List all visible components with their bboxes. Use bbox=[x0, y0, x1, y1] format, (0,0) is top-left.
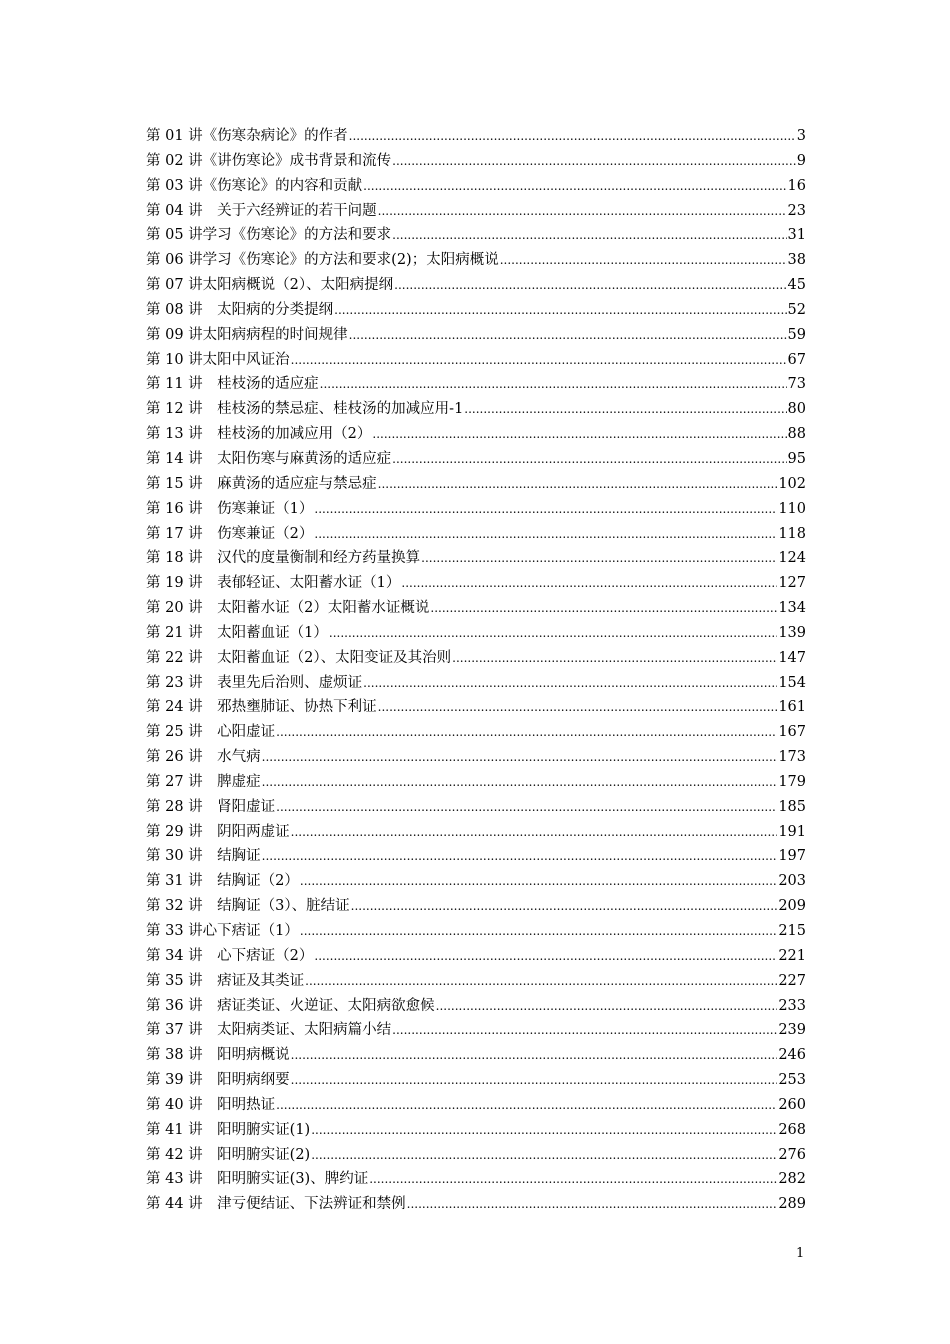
toc-entry[interactable] bbox=[146, 149, 806, 174]
dot-leader bbox=[452, 646, 777, 671]
dot-leader bbox=[349, 323, 787, 348]
toc-entry-page: 16 bbox=[787, 177, 806, 194]
toc-entry[interactable] bbox=[146, 820, 806, 845]
toc-entry-title: 第 33 讲心下痞证（1） bbox=[146, 923, 299, 939]
toc-entry-title: 第 17 讲 伤寒兼证（2） bbox=[146, 525, 314, 542]
dot-leader bbox=[262, 745, 778, 770]
toc-entry[interactable] bbox=[146, 422, 806, 447]
toc-entry[interactable] bbox=[146, 571, 806, 596]
toc-entry-page: 191 bbox=[778, 823, 806, 840]
toc-entry-page: 161 bbox=[778, 699, 806, 716]
toc-entry[interactable] bbox=[146, 223, 806, 248]
toc-entry-title: 第 34 讲 心下痞证（2） bbox=[146, 947, 314, 964]
toc-entry[interactable] bbox=[146, 1018, 806, 1043]
toc-entry-title: 第 09 讲太阳病病程的时间规律 bbox=[146, 326, 348, 343]
toc-entry-title: 第 32 讲 结胸证（3）、脏结证 bbox=[146, 898, 350, 915]
toc-entry-page: 282 bbox=[778, 1171, 806, 1188]
toc-entry-title: 第 22 讲 太阳蓄血证（2）、太阳变证及其治则 bbox=[146, 649, 452, 666]
dot-leader bbox=[363, 174, 786, 199]
toc-entry[interactable] bbox=[146, 1068, 806, 1093]
toc-entry-page: 209 bbox=[778, 898, 806, 915]
toc-entry-page: 167 bbox=[778, 724, 806, 741]
dot-leader bbox=[311, 1143, 777, 1168]
toc-entry-title: 第 14 讲 太阳伤寒与麻黄汤的适应症 bbox=[146, 450, 392, 467]
toc-entry-title: 第 25 讲 心阳虚证 bbox=[146, 724, 276, 741]
toc-entry[interactable] bbox=[146, 994, 806, 1019]
dot-leader bbox=[291, 820, 778, 845]
dot-leader bbox=[378, 472, 778, 497]
toc-entry-title: 第 21 讲 太阳蓄血证（1） bbox=[146, 624, 328, 641]
dot-leader bbox=[291, 348, 787, 373]
dot-leader bbox=[369, 1167, 777, 1192]
dot-leader bbox=[363, 671, 777, 696]
toc-entry-page: 95 bbox=[787, 450, 806, 467]
toc-entry-title: 第 13 讲 桂枝汤的加减应用（2） bbox=[146, 426, 372, 443]
toc-entry-title: 第 23 讲 表里先后治则、虚烦证 bbox=[146, 674, 363, 691]
dot-leader bbox=[351, 894, 778, 919]
page-number: 1 bbox=[796, 1246, 805, 1261]
toc-entry-title: 第 04 讲 关于六经辨证的若干问题 bbox=[146, 202, 377, 219]
toc-entry-page: 3 bbox=[796, 128, 806, 144]
toc-entry-page: 73 bbox=[787, 376, 806, 393]
toc-entry-page: 110 bbox=[778, 500, 806, 517]
toc-entry-page: 260 bbox=[778, 1096, 806, 1113]
toc-entry-page: 239 bbox=[778, 1022, 806, 1039]
dot-leader bbox=[378, 199, 787, 224]
dot-leader bbox=[392, 1018, 777, 1043]
toc-entry[interactable] bbox=[146, 770, 806, 795]
toc-entry[interactable] bbox=[146, 844, 806, 869]
dot-leader bbox=[276, 1093, 777, 1118]
toc-entry[interactable] bbox=[146, 273, 806, 298]
toc-entry[interactable] bbox=[146, 248, 806, 273]
toc-entry-title: 第 06 讲学习《伤寒论》的方法和要求(2)；太阳病概说 bbox=[146, 252, 499, 269]
toc-entry-page: 124 bbox=[778, 550, 806, 567]
toc-entry-title: 第 38 讲 阳明病概说 bbox=[146, 1047, 290, 1064]
toc-entry[interactable] bbox=[146, 869, 806, 894]
toc-entry[interactable] bbox=[146, 1043, 806, 1068]
toc-entry[interactable] bbox=[146, 447, 806, 472]
toc-entry-page: 45 bbox=[787, 277, 806, 294]
toc-entry[interactable] bbox=[146, 372, 806, 397]
dot-leader bbox=[334, 298, 786, 323]
toc-entry[interactable] bbox=[146, 199, 806, 224]
dot-leader bbox=[314, 944, 777, 969]
table-of-contents bbox=[146, 124, 806, 1217]
toc-entry[interactable] bbox=[146, 695, 806, 720]
toc-entry-title: 第 15 讲 麻黄汤的适应症与禁忌症 bbox=[146, 475, 377, 492]
toc-entry[interactable] bbox=[146, 969, 806, 994]
toc-entry[interactable] bbox=[146, 1192, 806, 1217]
toc-entry[interactable] bbox=[146, 546, 806, 571]
dot-leader bbox=[464, 397, 786, 422]
dot-leader bbox=[392, 149, 796, 174]
toc-entry-page: 134 bbox=[778, 600, 806, 617]
toc-entry-title: 第 10 讲太阳中风证治 bbox=[146, 351, 290, 368]
toc-entry-page: 80 bbox=[787, 401, 806, 418]
toc-entry[interactable] bbox=[146, 174, 806, 199]
dot-leader bbox=[311, 1118, 777, 1143]
toc-entry[interactable] bbox=[146, 522, 806, 547]
toc-entry[interactable] bbox=[146, 1093, 806, 1118]
toc-entry-title: 第 24 讲 邪热壅肺证、协热下利证 bbox=[146, 699, 377, 716]
toc-entry[interactable] bbox=[146, 646, 806, 671]
toc-entry[interactable] bbox=[146, 397, 806, 422]
toc-entry-title: 第 31 讲 结胸证（2） bbox=[146, 873, 299, 890]
toc-entry-page: 268 bbox=[778, 1121, 806, 1138]
toc-entry-title: 第 08 讲 太阳病的分类提纲 bbox=[146, 301, 334, 318]
dot-leader bbox=[378, 695, 778, 720]
toc-entry-page: 147 bbox=[778, 649, 806, 666]
dot-leader bbox=[300, 869, 777, 894]
toc-entry-page: 203 bbox=[778, 873, 806, 890]
dot-leader bbox=[291, 1068, 778, 1093]
toc-entry-page: 179 bbox=[778, 773, 806, 790]
dot-leader bbox=[314, 497, 777, 522]
dot-leader bbox=[305, 969, 777, 994]
toc-entry-page: 102 bbox=[778, 475, 806, 492]
toc-entry-page: 139 bbox=[778, 624, 806, 641]
dot-leader bbox=[407, 1192, 778, 1217]
dot-leader bbox=[291, 1043, 778, 1068]
toc-entry[interactable] bbox=[146, 497, 806, 522]
toc-entry-page: 289 bbox=[778, 1196, 806, 1213]
dot-leader bbox=[421, 546, 777, 571]
dot-leader bbox=[262, 844, 778, 869]
toc-entry-title: 第 29 讲 阴阳两虚证 bbox=[146, 823, 290, 840]
toc-entry-page: 52 bbox=[787, 301, 806, 318]
dot-leader bbox=[300, 919, 777, 944]
toc-entry-page: 9 bbox=[796, 152, 806, 169]
toc-entry-title: 第 28 讲 肾阳虚证 bbox=[146, 798, 276, 815]
toc-entry[interactable] bbox=[146, 944, 806, 969]
dot-leader bbox=[320, 372, 787, 397]
toc-entry[interactable] bbox=[146, 348, 806, 373]
dot-leader bbox=[329, 621, 777, 646]
toc-entry-page: 185 bbox=[778, 798, 806, 815]
dot-leader bbox=[392, 447, 786, 472]
dot-leader bbox=[436, 994, 778, 1019]
dot-leader bbox=[394, 273, 786, 298]
dot-leader bbox=[372, 422, 786, 447]
toc-entry-title: 第 39 讲 阳明病纲要 bbox=[146, 1072, 290, 1089]
toc-entry-title: 第 01 讲《伤寒杂病论》的作者 bbox=[146, 128, 348, 144]
dot-leader bbox=[276, 720, 777, 745]
toc-entry-title: 第 19 讲 表郁轻证、太阳蓄水证（1） bbox=[146, 575, 401, 592]
toc-entry-page: 246 bbox=[778, 1047, 806, 1064]
toc-entry[interactable] bbox=[146, 596, 806, 621]
toc-entry-title: 第 12 讲 桂枝汤的禁忌症、桂枝汤的加减应用-1 bbox=[146, 401, 464, 418]
toc-entry[interactable] bbox=[146, 1118, 806, 1143]
toc-entry[interactable] bbox=[146, 124, 806, 149]
toc-entry[interactable] bbox=[146, 720, 806, 745]
toc-entry-page: 197 bbox=[778, 848, 806, 865]
toc-entry-page: 227 bbox=[778, 972, 806, 989]
toc-entry[interactable] bbox=[146, 795, 806, 820]
toc-entry-page: 127 bbox=[778, 575, 806, 592]
toc-entry-title: 第 05 讲学习《伤寒论》的方法和要求 bbox=[146, 227, 392, 244]
toc-entry-page: 118 bbox=[778, 525, 806, 542]
toc-entry-title: 第 43 讲 阳明腑实证(3)、脾约证 bbox=[146, 1171, 369, 1188]
toc-entry-title: 第 35 讲 痞证及其类证 bbox=[146, 972, 305, 989]
dot-leader bbox=[262, 770, 778, 795]
dot-leader bbox=[430, 596, 777, 621]
toc-entry-title: 第 07 讲太阳病概说（2）、太阳病提纲 bbox=[146, 277, 394, 294]
toc-entry-title: 第 40 讲 阳明热证 bbox=[146, 1096, 276, 1113]
toc-entry-title: 第 44 讲 津亏便结证、下法辨证和禁例 bbox=[146, 1196, 406, 1213]
toc-entry-page: 23 bbox=[787, 202, 806, 219]
dot-leader bbox=[392, 223, 786, 248]
toc-entry-page: 221 bbox=[778, 947, 806, 964]
toc-entry-page: 276 bbox=[778, 1146, 806, 1163]
toc-entry-page: 88 bbox=[787, 426, 806, 443]
toc-entry[interactable] bbox=[146, 919, 806, 944]
toc-entry-title: 第 42 讲 阳明腑实证(2) bbox=[146, 1146, 311, 1163]
toc-entry-page: 215 bbox=[778, 923, 806, 939]
toc-entry-page: 67 bbox=[787, 351, 806, 368]
dot-leader bbox=[401, 571, 777, 596]
toc-entry[interactable] bbox=[146, 298, 806, 323]
toc-entry[interactable] bbox=[146, 1143, 806, 1168]
toc-entry-title: 第 41 讲 阳明腑实证(1) bbox=[146, 1121, 311, 1138]
toc-entry-title: 第 37 讲 太阳病类证、太阳病篇小结 bbox=[146, 1022, 392, 1039]
toc-entry[interactable] bbox=[146, 671, 806, 696]
toc-entry[interactable] bbox=[146, 472, 806, 497]
toc-entry-title: 第 03 讲《伤寒论》的内容和贡献 bbox=[146, 177, 363, 194]
toc-entry-page: 253 bbox=[778, 1072, 806, 1089]
toc-entry-title: 第 16 讲 伤寒兼证（1） bbox=[146, 500, 314, 517]
toc-entry-page: 38 bbox=[787, 252, 806, 269]
toc-entry-title: 第 11 讲 桂枝汤的适应症 bbox=[146, 376, 319, 393]
toc-entry[interactable] bbox=[146, 621, 806, 646]
toc-entry-title: 第 36 讲 痞证类证、火逆证、太阳病欲愈候 bbox=[146, 997, 435, 1014]
toc-entry-title: 第 26 讲 水气病 bbox=[146, 749, 261, 766]
toc-entry-title: 第 27 讲 脾虚症 bbox=[146, 773, 261, 790]
toc-entry[interactable] bbox=[146, 894, 806, 919]
toc-entry-page: 31 bbox=[787, 227, 806, 244]
toc-entry[interactable] bbox=[146, 323, 806, 348]
toc-entry[interactable] bbox=[146, 745, 806, 770]
toc-entry-title: 第 30 讲 结胸证 bbox=[146, 848, 261, 865]
dot-leader bbox=[500, 248, 787, 273]
toc-entry-title: 第 20 讲 太阳蓄水证（2）太阳蓄水证概说 bbox=[146, 600, 430, 617]
dot-leader bbox=[276, 795, 777, 820]
toc-entry-page: 173 bbox=[778, 749, 806, 766]
toc-entry-title: 第 18 讲 汉代的度量衡制和经方药量换算 bbox=[146, 550, 421, 567]
toc-entry-title: 第 02 讲《讲伤寒论》成书背景和流传 bbox=[146, 152, 392, 169]
dot-leader bbox=[314, 522, 777, 547]
dot-leader bbox=[349, 124, 796, 149]
toc-entry-page: 59 bbox=[787, 326, 806, 343]
toc-entry-page: 233 bbox=[778, 997, 806, 1014]
toc-entry[interactable] bbox=[146, 1167, 806, 1192]
toc-entry-page: 154 bbox=[778, 674, 806, 691]
